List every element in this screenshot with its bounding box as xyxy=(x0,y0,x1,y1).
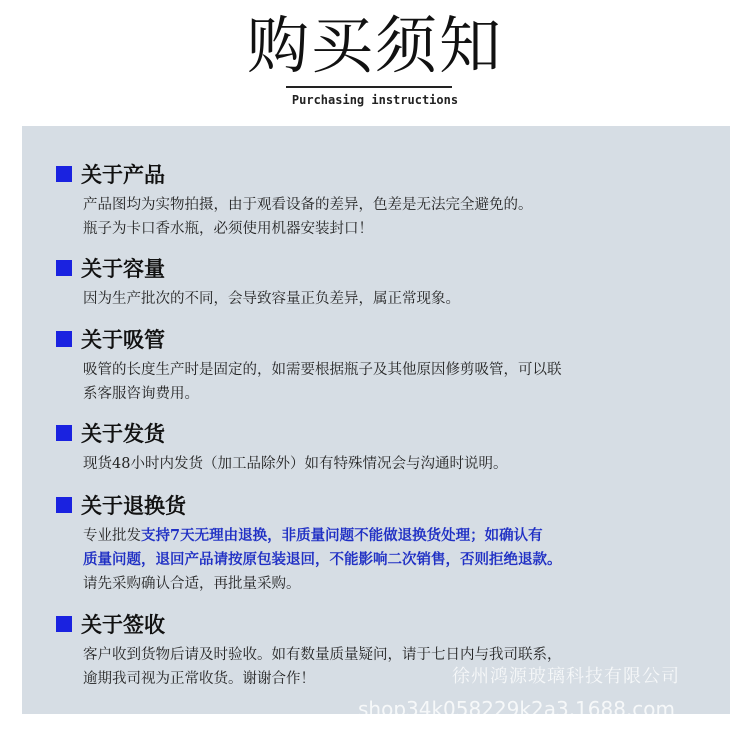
body-line: 产品图均为实物拍摄，由于观看设备的差异，色差是无法完全避免的。 xyxy=(83,197,533,213)
heading-label: 关于发货 xyxy=(81,422,165,446)
watermark-company: 徐州鸿源玻璃科技有限公司 xyxy=(452,666,680,687)
body-line: 瓶子为卡口香水瓶，必须使用机器安装封口！ xyxy=(83,221,373,237)
body-text-normal: 专业批发 xyxy=(83,528,141,544)
section-heading xyxy=(56,254,165,282)
body-line: 客户收到货物后请及时验收。如有数量质量疑问，请于七日内与我司联系， xyxy=(83,647,562,663)
body-text-highlight: 支持7天无理由退换，非质量问题不能做退换货处理；如确认有 xyxy=(141,527,543,544)
section-body xyxy=(83,287,723,311)
section-body xyxy=(83,452,723,476)
section-body xyxy=(83,358,723,406)
watermark-url: shop34k058229k2a3.1688.com xyxy=(358,697,676,721)
section-body xyxy=(83,524,723,596)
bullet-square-icon xyxy=(56,166,72,182)
body-line: 因为生产批次的不同，会导致容量正负差异，属正常现象。 xyxy=(83,291,460,307)
body-line: 系客服咨询费用。 xyxy=(83,386,199,402)
heading-label: 关于退换货 xyxy=(81,494,186,518)
section-heading xyxy=(56,610,165,638)
body-line: 逾期我司视为正常收货。谢谢合作！ xyxy=(83,671,315,687)
page-title: 购买须知 xyxy=(246,9,503,82)
bullet-square-icon xyxy=(56,425,72,441)
body-line xyxy=(83,524,723,548)
section-body xyxy=(83,193,723,241)
bullet-square-icon xyxy=(56,616,72,632)
bullet-square-icon xyxy=(56,497,72,513)
bullet-square-icon xyxy=(56,331,72,347)
body-text-highlight: 质量问题，退回产品请按原包装退回，不能影响二次销售，否则拒绝退款。 xyxy=(83,551,562,568)
section-heading xyxy=(56,491,186,519)
body-line: 吸管的长度生产时是固定的，如需要根据瓶子及其他原因修剪吸管，可以联 xyxy=(83,362,562,378)
heading-label: 关于产品 xyxy=(81,163,165,187)
bullet-square-icon xyxy=(56,260,72,276)
section-heading xyxy=(56,419,165,447)
heading-label: 关于容量 xyxy=(81,257,165,281)
body-line: 请先采购确认合适，再批量采购。 xyxy=(83,576,301,592)
heading-label: 关于签收 xyxy=(81,613,165,637)
page-subtitle: Purchasing instructions xyxy=(291,93,459,107)
section-heading xyxy=(56,160,165,188)
heading-label: 关于吸管 xyxy=(81,328,165,352)
body-line: 现货48小时内发货（加工品除外）如有特殊情况会与沟通时说明。 xyxy=(83,456,508,472)
section-heading xyxy=(56,325,165,353)
title-underline xyxy=(286,86,452,88)
instructions-panel xyxy=(22,126,730,714)
